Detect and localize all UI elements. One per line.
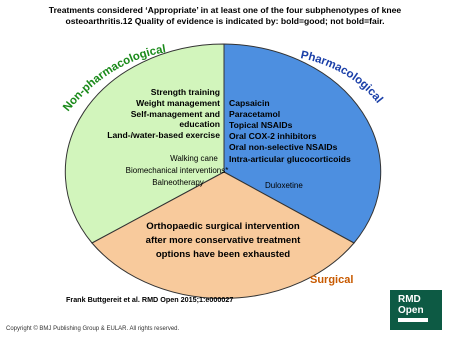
pharmacological-label-path: Pharmacological (299, 49, 385, 106)
ph-good-item: Oral non-selective NSAIDs (229, 142, 338, 152)
copyright-notice: Copyright © BMJ Publishing Group & EULAR. All rights reserved. (6, 326, 180, 332)
citation: Frank Buttgereit et al. RMD Open 2015;1:e000027 (66, 295, 234, 304)
title-line-2: osteoarthritis.12 Quality of evidence is indicated by: bold=good; not bold=fair. (65, 16, 385, 26)
non-pharmacological-label-path: Non-pharmacological (61, 43, 167, 114)
surgical-label: Surgical (310, 274, 354, 286)
surgical-item: after more conservative treatment (145, 235, 301, 246)
np-fair-item: Biomechanical interventions* (125, 166, 229, 175)
np-good-item: Self-management and (130, 109, 220, 119)
np-good-item: Land-/water-based exercise (107, 130, 220, 140)
ph-good-item: Paracetamol (229, 109, 281, 119)
title-line-1: Treatments considered ‘Appropriate’ in at least one of the four subphenotypes of knee (48, 5, 402, 15)
ph-good-item: Capsaicin (229, 98, 270, 108)
logo-line-1: RMD (398, 294, 421, 305)
ph-good-item: Oral COX-2 inhibitors (229, 131, 317, 141)
np-fair-item: Balneotherapy (152, 178, 204, 187)
ph-good-item: Topical NSAIDs (229, 120, 293, 130)
rmd-open-logo (390, 290, 442, 330)
ph-fair-item: Duloxetine (265, 181, 303, 190)
logo-line-2: Open (398, 305, 424, 316)
np-good-item: Strength training (150, 87, 220, 97)
np-fair-item: Walking cane (170, 154, 218, 163)
surgical-item: options have been exhausted (155, 249, 291, 260)
surgical-item: Orthopaedic surgical intervention (146, 221, 300, 232)
np-good-item: education (179, 119, 220, 129)
logo-bar (398, 318, 428, 322)
surgical-good-evidence-list (146, 221, 301, 260)
np-good-item: Weight management (136, 98, 220, 108)
ph-good-item: Intra-articular glucocorticoids (229, 154, 351, 164)
